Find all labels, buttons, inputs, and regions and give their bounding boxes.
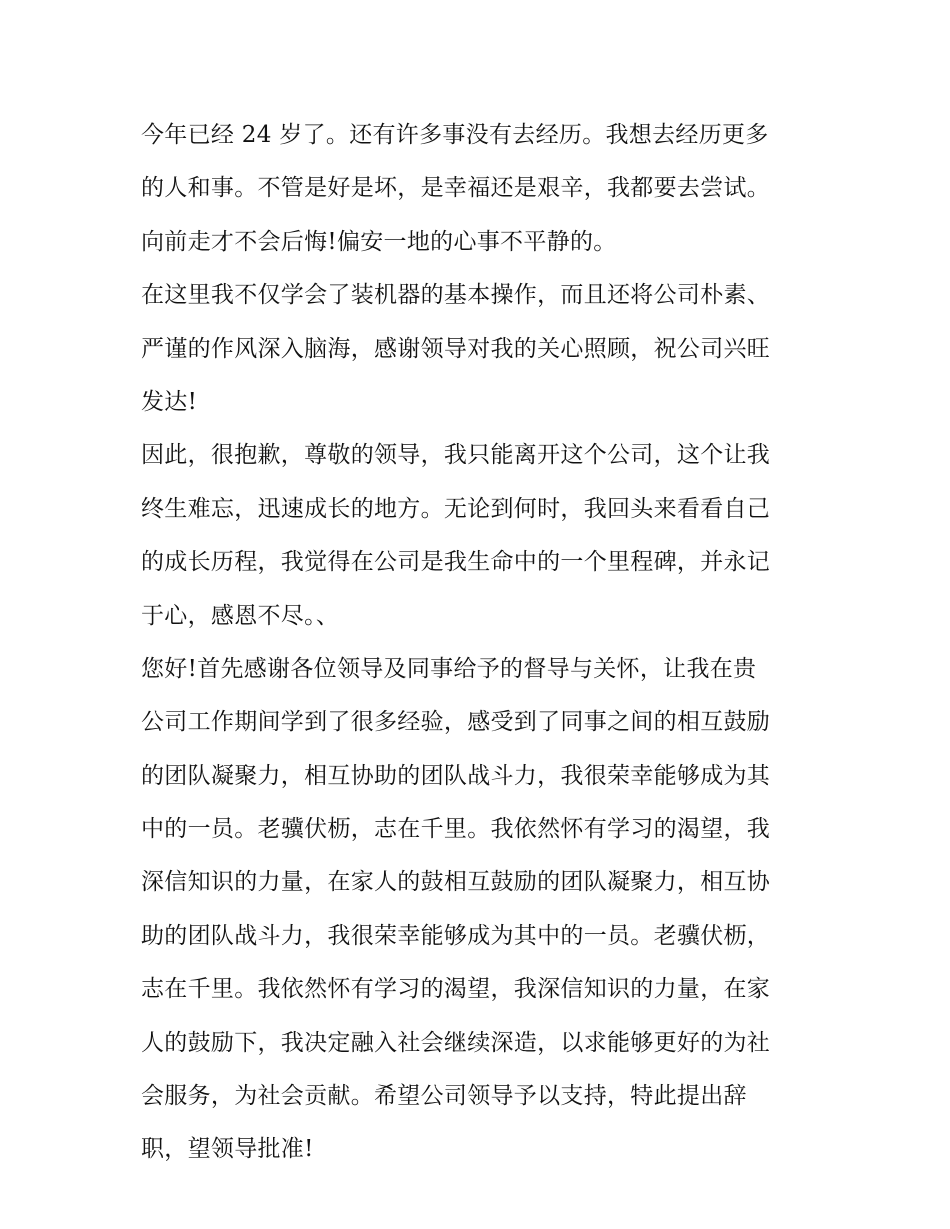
- text-line: 公司工作期间学到了很多经验，感受到了同事之间的相互鼓励: [141, 709, 771, 736]
- text-line: 志在千里。我依然怀有学习的渴望，我深信知识的力量，在家: [141, 976, 771, 1003]
- text-line: 发达!: [141, 388, 198, 415]
- document-body: [141, 109, 831, 1177]
- text-line: 助的团队战斗力，我很荣幸能够成为其中的一员。老骥伏枥，: [141, 922, 771, 949]
- text-line: 人的鼓励下，我决定融入社会继续深造，以求能够更好的为社: [141, 1029, 771, 1056]
- text-line: 今年已经 24 岁了。还有许多事没有去经历。我想去经历更多: [141, 122, 769, 148]
- text-line: 的成长历程，我觉得在公司是我生命中的一个里程碑，并永记: [141, 549, 771, 576]
- text-line: 您好!首先感谢各位领导及同事给予的督导与关怀，让我在贵: [141, 655, 757, 682]
- text-line: 的团队凝聚力，相互协助的团队战斗力，我很荣幸能够成为其: [141, 762, 771, 789]
- text-line: 深信知识的力量，在家人的鼓相互鼓励的团队凝聚力，相互协: [141, 869, 771, 896]
- text-line: 因此，很抱歉，尊敬的领导，我只能离开这个公司，这个让我: [141, 442, 771, 469]
- text-line: 中的一员。老骥伏枥，志在千里。我依然怀有学习的渴望，我: [141, 816, 771, 843]
- text-line: 会服务，为社会贡献。希望公司领导予以支持，特此提出辞: [141, 1083, 747, 1110]
- text-line: 的人和事。不管是好是坏，是幸福还是艰辛，我都要去尝试。: [141, 175, 771, 202]
- text-line: 终生难忘，迅速成长的地方。无论到何时，我回头来看看自己: [141, 495, 771, 522]
- text-line: 严谨的作风深入脑海，感谢领导对我的关心照顾，祝公司兴旺: [141, 335, 771, 362]
- text-line: 职，望领导批准!: [141, 1136, 314, 1163]
- text-line: 于心，感恩不尽。、: [141, 602, 340, 629]
- text-line: 在这里我不仅学会了装机器的基本操作，而且还将公司朴素、: [141, 282, 771, 309]
- text-line: 向前走才不会后悔!偏安一地的心事不平静的。: [141, 228, 617, 255]
